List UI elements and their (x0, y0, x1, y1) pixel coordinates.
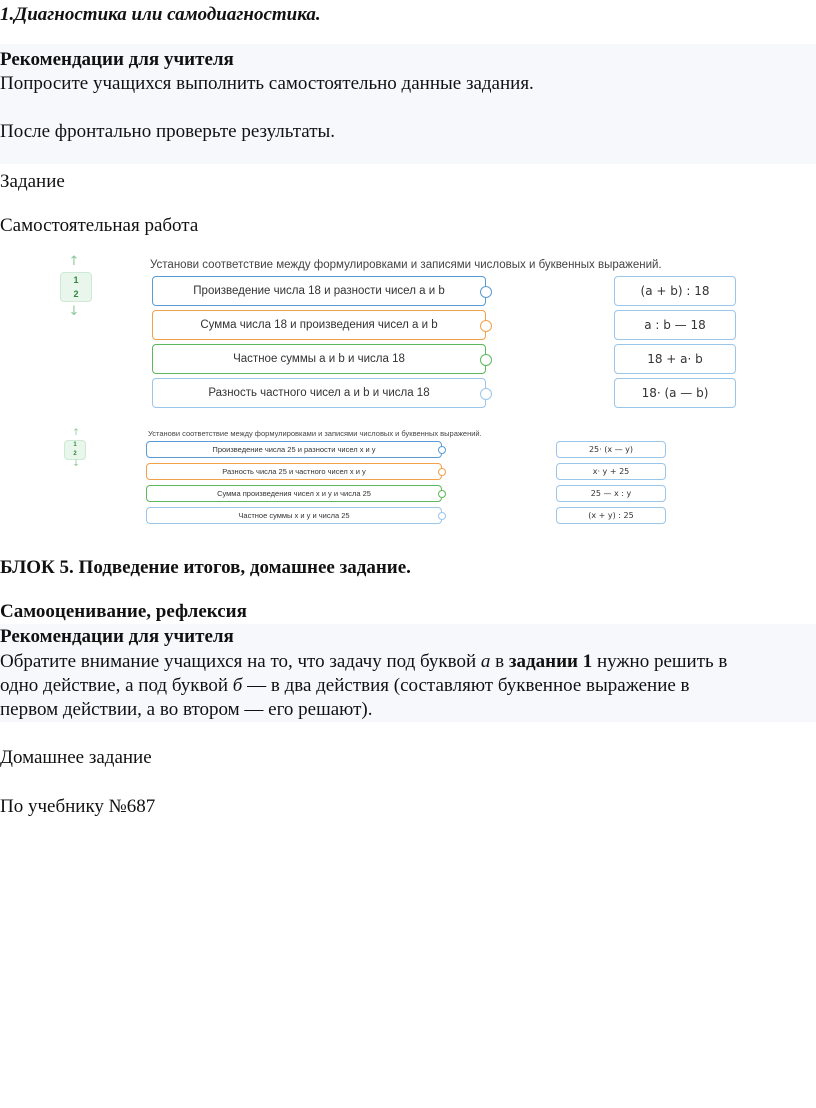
left-card-4[interactable]: Частное суммы x и y и числа 25 (146, 507, 442, 524)
teacher-recommendation-line-1 (0, 650, 727, 674)
text-segment: — в два действия (составляют буквенное выражение в (242, 675, 690, 696)
left-card-3[interactable]: Частное суммы a и b и числа 18 (152, 344, 486, 374)
left-card-1[interactable]: Произведение числа 25 и разности чисел x и y (146, 441, 442, 458)
pager-item-1[interactable]: 1 (73, 442, 77, 448)
left-card-4[interactable]: Разность частного чисел a и b и числа 18 (152, 378, 486, 408)
connector-dot-4[interactable] (480, 388, 492, 400)
connector-dot-1[interactable] (438, 446, 446, 454)
right-card-2[interactable]: a : b — 18 (614, 310, 736, 340)
homework-text: По учебнику №687 (0, 796, 156, 817)
text-segment: в (490, 651, 509, 672)
left-card-1[interactable]: Произведение числа 18 и разности чисел a и b (152, 276, 486, 306)
teacher-recommendation-line-2 (0, 674, 690, 698)
text-segment: Обратите внимание учащихся на то, что задачу под буквой (0, 651, 481, 672)
independent-work-label: Самостоятельная работа (0, 215, 199, 236)
text-segment: одно действие, а под буквой (0, 675, 233, 696)
connector-dot-4[interactable] (438, 512, 446, 520)
right-card-4[interactable]: 18· (a — b) (614, 378, 736, 408)
pager-item-2[interactable]: 2 (73, 451, 77, 457)
right-card-1[interactable]: 25· (x — y) (556, 441, 666, 458)
teacher-recommendation-line-3: первом действии, а во втором — его решают). (0, 699, 373, 720)
matching-exercise-2 (0, 428, 816, 528)
teacher-recommendation-text-2: После фронтально проверьте результаты. (0, 121, 336, 142)
connector-dot-3[interactable] (480, 354, 492, 366)
homework-label: Домашнее задание (0, 747, 152, 768)
pager-item-1[interactable]: 1 (73, 275, 79, 285)
right-card-1[interactable]: (a + b) : 18 (614, 276, 736, 306)
matching-exercise-1 (0, 250, 816, 420)
text-segment: нужно решить в (592, 651, 728, 672)
block5-heading: БЛОК 5. Подведение итогов, домашнее задание. (0, 557, 411, 578)
left-card-2[interactable]: Сумма числа 18 и произведения чисел a и b (152, 310, 486, 340)
arrow-down-icon[interactable]: ↓ (68, 304, 80, 319)
connector-dot-2[interactable] (480, 320, 492, 332)
exercise-title: Установи соответствие между формулировками и записями числовых и буквенных выражений. (148, 429, 482, 438)
exercise-title: Установи соответствие между формулировками и записями числовых и буквенных выражений. (150, 259, 662, 271)
arrow-up-icon[interactable]: ↑ (68, 254, 80, 269)
task-reference: задании 1 (508, 651, 593, 672)
connector-dot-2[interactable] (438, 468, 446, 476)
left-card-3[interactable]: Сумма произведения чисел x и y и числа 25 (146, 485, 442, 502)
teacher-recommendation-heading: Рекомендации для учителя (0, 626, 234, 647)
right-card-3[interactable]: 25 — x : y (556, 485, 666, 502)
left-card-2[interactable]: Разность числа 25 и частного чисел x и y (146, 463, 442, 480)
arrow-up-icon[interactable]: ↑ (72, 428, 80, 438)
task-label: Задание (0, 171, 65, 192)
connector-dot-1[interactable] (480, 286, 492, 298)
right-card-4[interactable]: (x + y) : 25 (556, 507, 666, 524)
letter-b: б (232, 675, 243, 696)
task-pager (64, 440, 86, 460)
right-card-2[interactable]: x· y + 25 (556, 463, 666, 480)
task-pager (60, 272, 92, 302)
letter-a: а (480, 651, 491, 672)
connector-dot-3[interactable] (438, 490, 446, 498)
self-evaluation-heading: Самооценивание, рефлексия (0, 601, 247, 622)
section-title: 1.Диагностика или самодиагностика. (0, 4, 321, 25)
arrow-down-icon[interactable]: ↓ (72, 459, 80, 469)
pager-item-2[interactable]: 2 (73, 289, 79, 299)
teacher-recommendation-text-1: Попросите учащихся выполнить самостоятельно данные задания. (0, 73, 534, 94)
teacher-recommendation-heading: Рекомендации для учителя (0, 49, 234, 70)
right-card-3[interactable]: 18 + a· b (614, 344, 736, 374)
